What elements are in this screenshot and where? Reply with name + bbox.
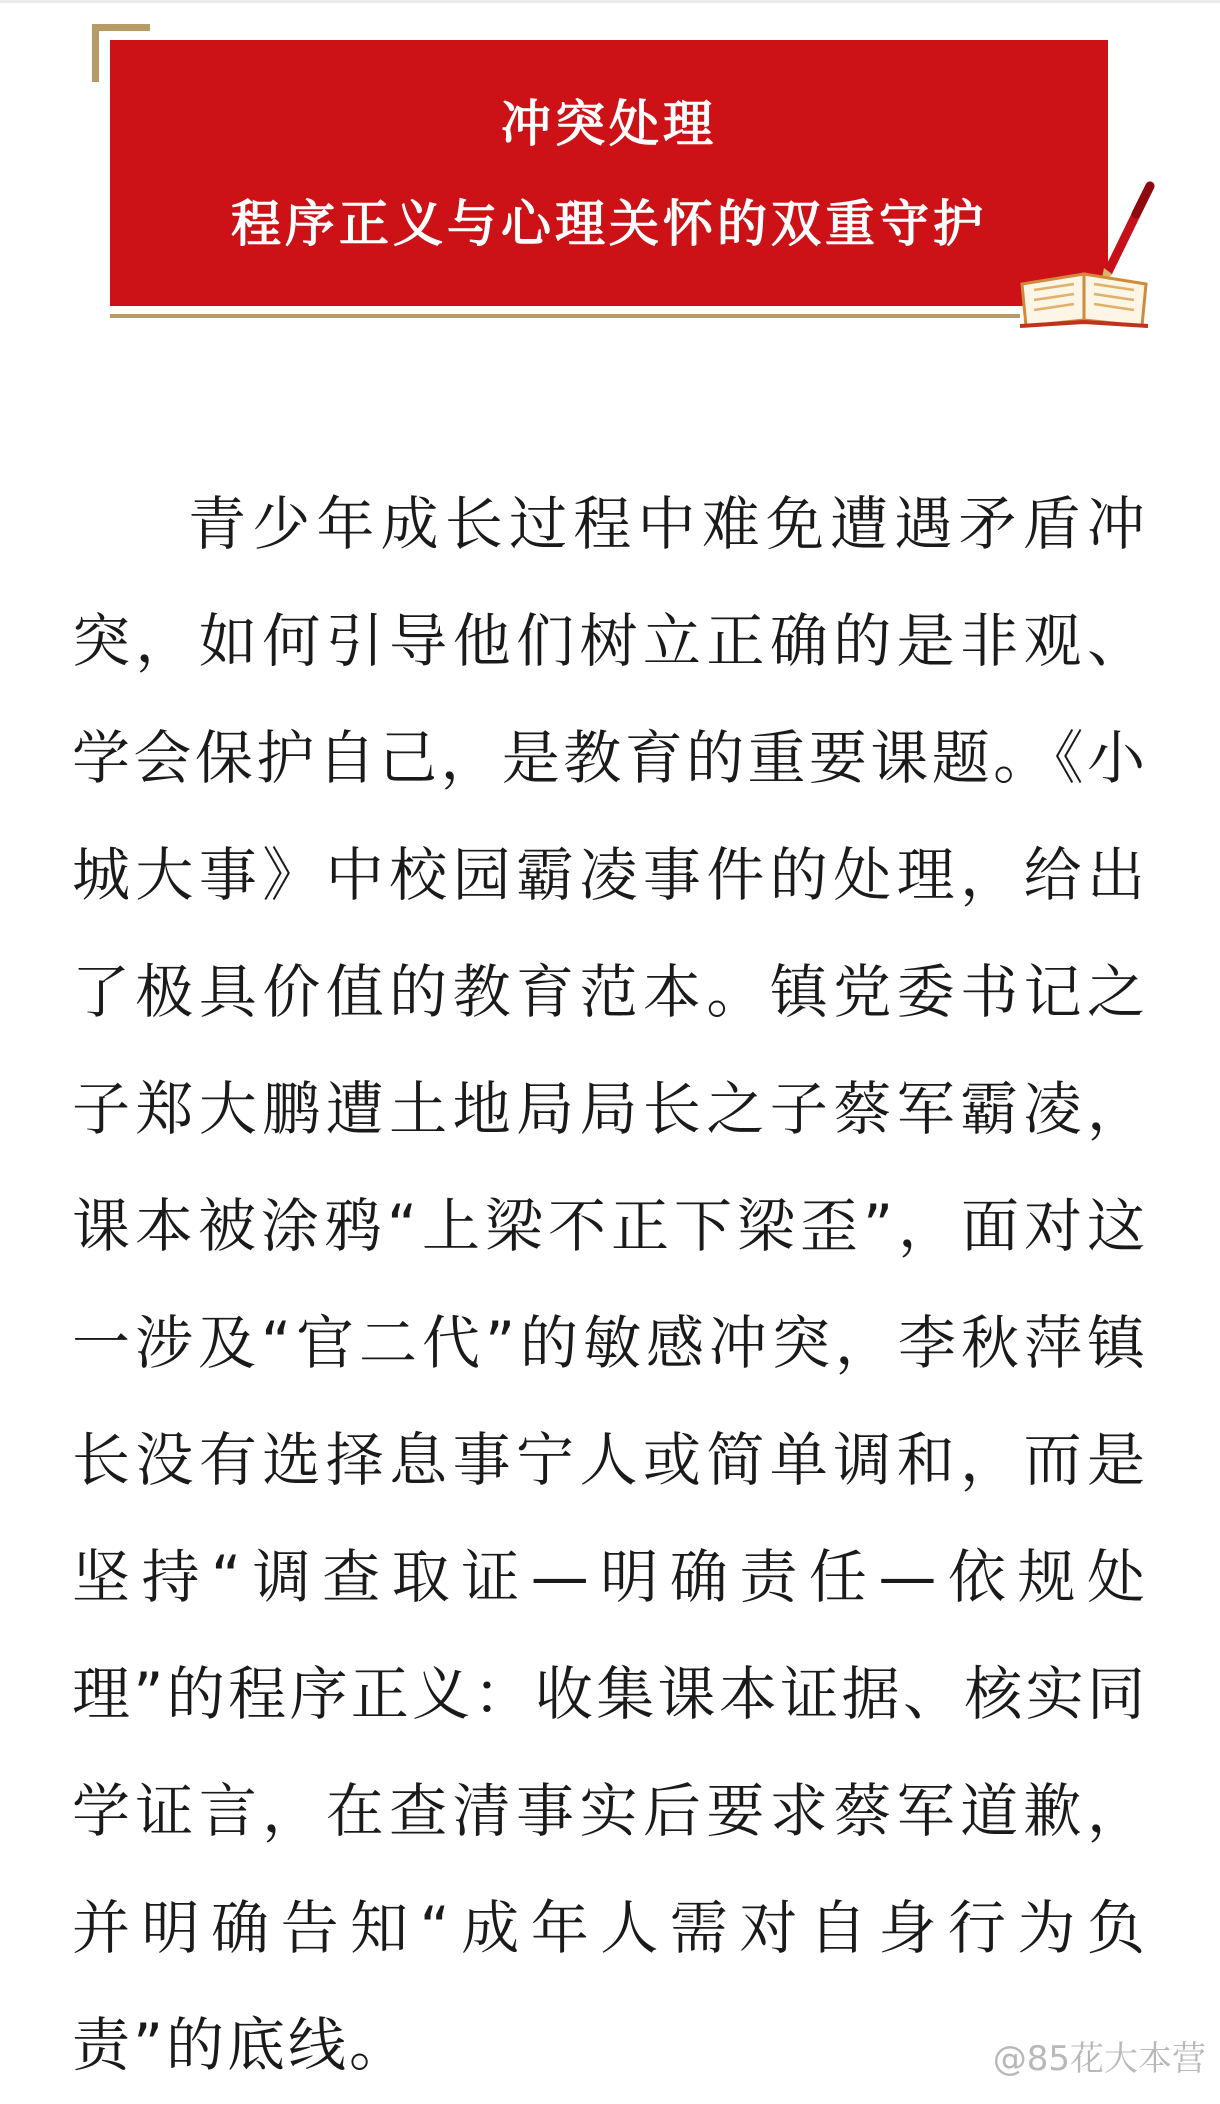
article-paragraph: 青少年成长过程中难免遭遇矛盾冲突，如何引导他们树立正确的是非观、学会保护自己，是教育的重要课题。《小城大事》中校园霸凌事件的处理，给出了极具价值的教育范本。镇党委书记之子郑大鹏遭土地局局长之子蔡军霸凌，课本被涂鸦“上梁不正下梁歪”，面对这一涉及“官二代”的敏感冲突，李秋萍镇长没有选择息事宁人或简单调和，而是坚持“调查取证—明确责任—依规处理”的程序正义：收集课本证据、核实同学证言，在查清事实后要求蔡军道歉，并明确告知“成年人需对自身行为负责”的底线。: [72, 490, 1148, 2079]
article-body: [72, 466, 1148, 2104]
header-underline: [110, 314, 1020, 318]
section-header-banner: [110, 40, 1108, 306]
top-divider: [0, 0, 1220, 3]
section-title: 冲突处理: [501, 95, 717, 153]
watermark: @85花大本营: [992, 2039, 1206, 2079]
book-and-pen-icon: [1012, 180, 1162, 330]
section-subtitle: 程序正义与心理关怀的双重守护: [231, 195, 987, 253]
